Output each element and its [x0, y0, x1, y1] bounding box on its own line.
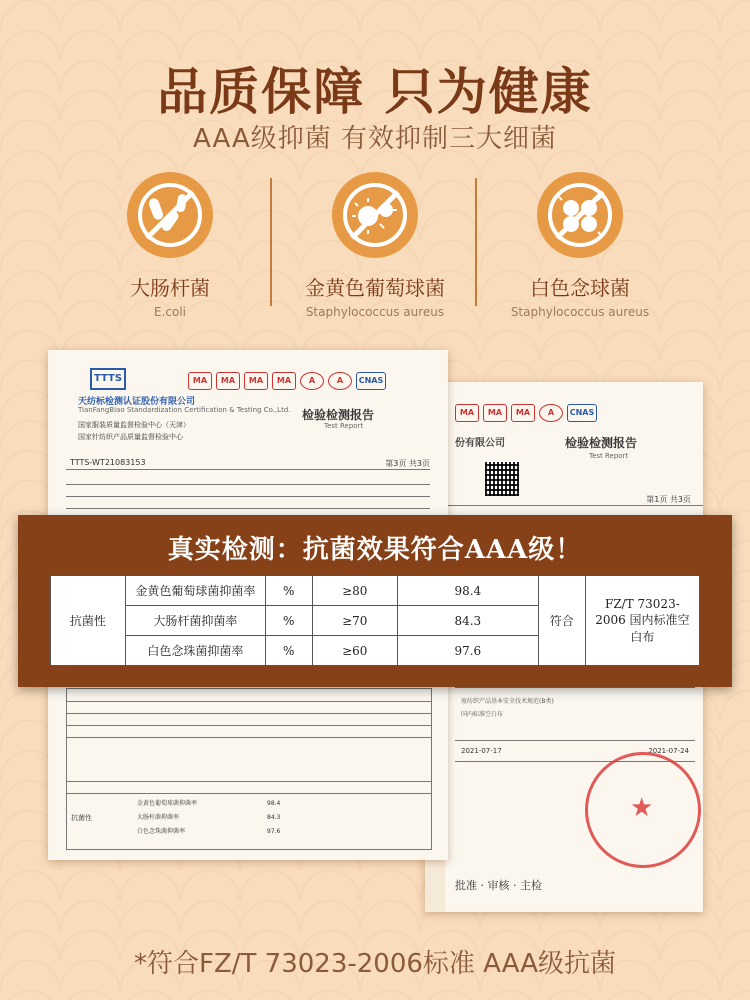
date-issued: 2021-07-24 — [648, 747, 689, 755]
measured-value: 97.6 — [397, 636, 538, 666]
page-number: 第1页 共3页 — [646, 495, 691, 504]
report-title: 检验检测报告 — [302, 408, 375, 422]
report-title: 检验检测报告 — [565, 436, 638, 450]
bacteria-features — [80, 172, 670, 322]
requirement: ≥70 — [312, 606, 397, 636]
date-received: 2021-07-17 — [461, 747, 502, 755]
company-name: 天纺标检测认证股份有限公司 — [78, 397, 196, 407]
certification-marks: MA MA MA A CNAS — [455, 404, 597, 422]
feature-name-en: Staphylococcus aureus — [510, 305, 650, 319]
staph-aureus-icon — [332, 172, 418, 258]
category-cell: 抗菌性 — [51, 576, 126, 666]
test-item: 金黄色葡萄球菌抑菌率 — [125, 576, 265, 606]
feature-name-en: E.coli — [153, 305, 186, 319]
feature-name-cn: 白色念球菌 — [530, 276, 630, 300]
feature-ecoli — [80, 172, 260, 319]
official-stamp: ★ — [585, 752, 701, 868]
unit: % — [265, 576, 312, 606]
test-center-1: 国家服装质量监督检验中心（天津） — [78, 421, 190, 429]
ttts-logo: TTTS — [90, 368, 126, 390]
feature-name-cn: 金黄色葡萄球菌 — [305, 276, 445, 300]
unit: % — [265, 636, 312, 666]
unit: % — [265, 606, 312, 636]
judgement: 符合 — [538, 576, 585, 666]
detail-table: 抗菌性 金黄色葡萄球菌抑菌率 大肠杆菌抑菌率 白色念珠菌抑菌率 98.4 84.3 97.6 — [66, 688, 432, 850]
feature-name-cn: 大肠杆菌 — [130, 276, 210, 300]
certification-marks: MA MA MA MA A A CNAS — [188, 372, 386, 390]
requirement: ≥80 — [312, 576, 397, 606]
company-name: 份有限公司 — [455, 438, 505, 449]
page-title: 品质保障 只为健康 — [157, 62, 593, 121]
company-name-en: TianFangBiao Standardization Certification & Testing Co.,Ltd. — [78, 406, 291, 414]
page-number: 第3页 共3页 — [385, 459, 430, 468]
divider — [475, 178, 477, 306]
requirement: ≥60 — [312, 636, 397, 666]
staph-albus-icon — [537, 172, 623, 258]
measured-value: 98.4 — [397, 576, 538, 606]
test-item: 白色念珠菌抑菌率 — [125, 636, 265, 666]
antibacterial-result-table — [50, 575, 700, 666]
footer-note: *符合FZ/T 73023-2006标准 AAA级抗菌 — [133, 949, 616, 979]
table-row — [51, 576, 700, 606]
page-subtitle: AAA级抑菌 有效抑制三大细菌 — [192, 124, 558, 154]
standard: FZ/T 73023-2006 国内标准空白布 — [585, 576, 699, 666]
feature-staph-aureus — [285, 172, 465, 319]
qr-code — [485, 462, 519, 496]
banner-title: 真实检测：抗菌效果符合AAA级！ — [167, 535, 583, 565]
feature-staph-albus — [490, 172, 670, 319]
feature-name-en: Staphylococcus aureus — [305, 305, 445, 319]
report-title-en: Test Report — [324, 422, 364, 430]
ecoli-bacteria-icon — [127, 172, 213, 258]
test-report-back: MA MA MA A CNAS 份有限公司 检验检测报告 Test Report 第1页 共3页 废纺织产品基本安全技术规范(B类) 国内标准空白布 2021-07-17 2021-07-24 ★ 批准 · 审核 · 主检 — [425, 382, 703, 912]
report-number: TTTS-WT21083153 — [70, 458, 146, 467]
test-center-2: 国家针纺织产品质量监督检验中心 — [78, 433, 183, 441]
report-title-en: Test Report — [589, 452, 629, 460]
test-item: 大肠杆菌抑菌率 — [125, 606, 265, 636]
divider — [270, 178, 272, 306]
test-result-banner — [18, 515, 732, 687]
measured-value: 84.3 — [397, 606, 538, 636]
